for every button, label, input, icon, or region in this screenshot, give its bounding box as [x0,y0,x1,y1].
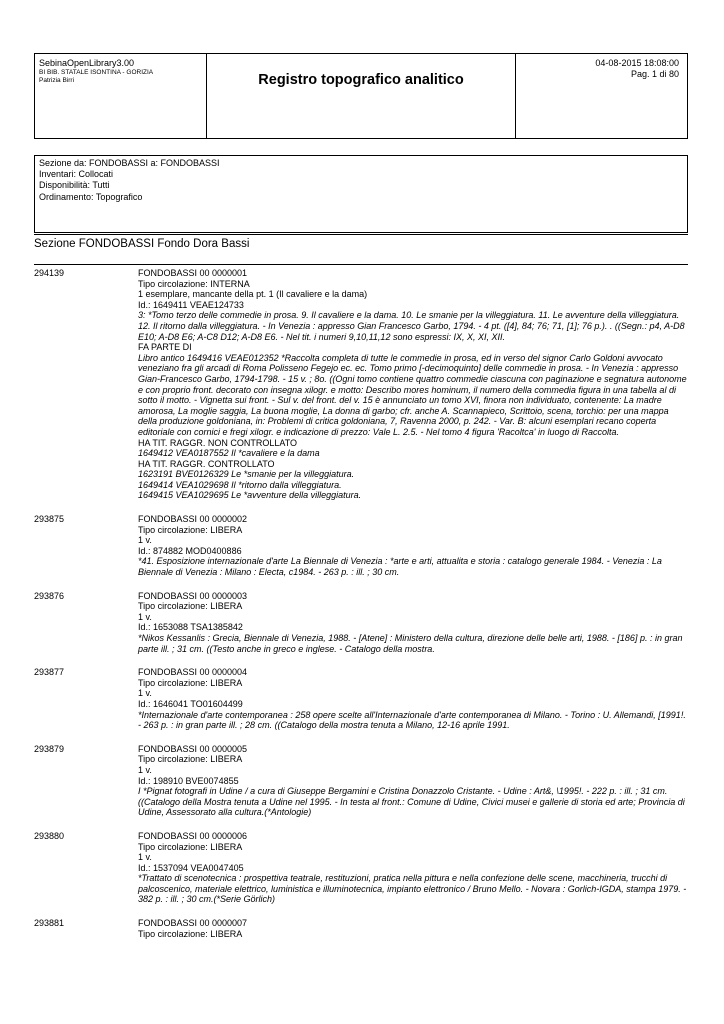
record-body [138,667,688,731]
record-line: FONDOBASSI 00 0000001 [138,268,248,278]
record-line: Id.: 198910 BVE0074855 [138,775,239,786]
page-number: Pag. 1 di 80 [630,69,679,79]
record-number: 293881 [34,918,65,929]
record-line: Libro antico 1649416 VEAE012352 *Raccolta completa di tutte le commedie in prosa, ed in verso del signor Carlo Goldoni avvocato veneziano fra gli arcadi di Roma Polisseno Fegejo ec. ec. Tomo primo [-decimoquinto] delle commedie in prosa. - In Venezia : appresso Gian-Francesco Garbo, 1794-1798. - 15 v. ; 8o. ((Ogni tomo contiene quattro commedie ciascuna con paginazione e segnatura autonome e con proprio front. decorato con insegna xilogr. e motto: Describo mores hominum, il numero della commedia figura in una tabella al di sotto il motto. - Vignetta sui front. - Sul v. del front. del v. 15 è annunciato un tomo XVI, finora non individuato, contenente: La madre amorosa, La moglie saggia, La buona moglie, La donna di garbo; cfr. anche A. Scannapieco, Scrittoio, scena, torchio: per una mappa della produzione goldoniana, in: Problemi di critica goldoniana, 7, Ravenna 2000, p. 242. - Var. B: alcuni esemplari recano coperta editoriale con cornici e fregi xilogr. e indicazione di prezzo: Vale L. 2.5. - Nel tomo 4 figura 'Racoltca' in luogo di Raccolta. [138,352,687,437]
record-line: Tipo circolazione: LIBERA [138,601,243,612]
filter-inventari: Inventari: Collocati [39,169,114,180]
record-body [138,831,688,905]
record-line: *Nikos Kessanlis : Grecia, Biennale di Venezia, 1988. - [Atene] : Ministero della cultura, direzione delle belle arti, 1988. - [186] p. : in gran parte ill. ; 31 cm. ((Testo anche in greco e inglese. - Catalogo della mostra. [138,633,683,654]
record [34,514,688,578]
record-body [138,744,688,818]
record-line: *41. Esposizione internazionale d'arte La Biennale di Venezia : *arte e arti, attualita e storia : catalogo generale 1984. - Venezia : La Biennale di Venezia : Milano : Electa, c1984. - 263 p. : ill. ; 30 cm. [138,556,662,578]
filter-ordinamento: Ordinamento: Topografico [39,191,143,202]
record [34,268,688,501]
record-number: 293877 [34,667,65,678]
record-number: 293876 [34,590,65,601]
record-body [138,268,688,501]
record-line: Id.: 1537094 VEA0047405 [138,862,244,873]
record [34,918,688,939]
header-date-info [515,54,687,138]
filter-disponibilita: Disponibilità: Tutti [39,180,110,191]
record-line: I *Pignat fotografi in Udine / a cura di Giuseppe Bergamini e Cristina Donazzolo Cristante. - Udine : Art&, \1995!. - 222 p. : ill. ; 31 cm. ((Catalogo della Mostra tenuta a Udine nel 1995. - In testa al front.: Comune di Udine, Civici musei e gallerie di storia ed arte; Provincia di Udine, Assessorato alla cultura.(*Antologie) [138,786,685,818]
record-body [138,918,688,939]
record-line: FA PARTE DI [138,342,192,353]
record-line: 1 v. [138,688,152,699]
report-title: Registro topografico analitico [258,72,464,88]
record-line: 1623191 BVE0126329 Le *smanie per la villeggiatura. [138,469,355,480]
record-line: 1649412 VEA0187552 Il *cavaliere e la dama [138,448,320,459]
user-name: Patrizia Birri [39,77,75,84]
record-line: Id.: 1646041 TO01604499 [138,698,243,709]
filter-box [34,155,688,233]
record-line: 1 v. [138,764,152,775]
record-line: HA TIT. RAGGR. NON CONTROLLATO [138,437,298,448]
report-header [34,53,688,139]
record-line: Id.: 1653088 TSA1385842 [138,622,243,633]
record-line: Tipo circolazione: LIBERA [138,524,243,535]
record-line: Tipo circolazione: LIBERA [138,928,243,939]
record-line: FONDOBASSI 00 0000007 [138,918,248,929]
record-number: 293879 [34,743,65,754]
record-line: FONDOBASSI 00 0000002 [138,514,248,525]
record-line: Tipo circolazione: LIBERA [138,841,243,852]
record-line: Tipo circolazione: LIBERA [138,754,243,765]
record-line: HA TIT. RAGGR. CONTROLLATO [138,458,275,469]
record-body [138,514,688,578]
record-body [138,591,688,655]
record-line: FONDOBASSI 00 0000004 [138,667,248,678]
report-datetime: 04-08-2015 18:08:00 [595,58,679,68]
header-library-info [35,54,207,138]
record-line: FONDOBASSI 00 0000006 [138,830,248,841]
record-line: 1 esemplare, mancante della pt. 1 (Il cavaliere e la dama) [138,289,368,300]
record-line: *Trattato di scenotecnica : prospettiva teatrale, restituzioni, pratica nella pittura e nella confezione delle scene, macchineria, trucchi di palcoscenico, materiale elettrico, luministica e illuminotecnica, impianto elettronico / Bruno Mello. - Novara : Gorlich-IGDA, stampa 1979. - 382 p. : ill. ; 30 cm.(*Serie Görlich) [138,873,687,905]
record-line: 1 v. [138,852,152,863]
record-number: 293880 [34,830,65,841]
record-line: FONDOBASSI 00 0000005 [138,743,248,754]
record-line: Id.: 1649411 VEAE124733 [138,299,244,310]
record-line: 1 v. [138,535,152,546]
record-line: FONDOBASSI 00 0000003 [138,590,248,601]
record-number: 293875 [34,514,65,525]
section-title: Sezione FONDOBASSI Fondo Dora Bassi [34,238,250,250]
record-line: Tipo circolazione: INTERNA [138,278,250,289]
record-line: 1649415 VEA1029695 Le *avventure della villeggiatura. [138,490,362,501]
record-line: Id.: 874882 MOD0400886 [138,545,242,556]
app-name: SebinaOpenLibrary3.00 [39,58,135,68]
section-bottom-rule [34,264,688,265]
record-line: Tipo circolazione: LIBERA [138,677,243,688]
record-line: 1649414 VEA1029698 Il *ritorno dalla villeggiatura. [138,479,342,490]
records-list [34,268,688,952]
record-number: 294139 [34,268,65,278]
record [34,667,688,731]
section-top-rule [34,234,688,235]
filter-sezione: Sezione da: FONDOBASSI a: FONDOBASSI [39,158,220,168]
record-line: *Internazionale d'arte contemporanea : 258 opere scelte all'Internazionale d'arte contemporanea di Milano. - Torino : U. Allemandi, [1991!. - 263 p. : in gran parte ill. ; 28 cm. ((Catalogo della mostra tenuta a Milano, 12-16 aprile 1991. [138,709,686,731]
record-line: 3: *Tomo terzo delle commedie in prosa. 9. Il cavaliere e la dama. 10. Le smanie per la villeggiatura. 11. Le avventure della villeggiatura. 12. Il ritorno dalla villeggiatura. - In Venezia : appresso Gian Francesco Garbo, 1794. - 4 pt. ([4], 84; 76; 71, [1]; 76 p.). . ((Segn.: p4, A-D8 E10; A-D8 E6; A-C8 D12; A-D8 E6. - Nel tit. i numeri 9,10,11,12 sono espressi: IX, X, XI, XII. [138,310,685,342]
record-line: 1 v. [138,611,152,622]
library-name: BI BIB. STATALE ISONTINA - GORIZIA [39,69,154,76]
record [34,744,688,818]
record [34,591,688,655]
record [34,831,688,905]
